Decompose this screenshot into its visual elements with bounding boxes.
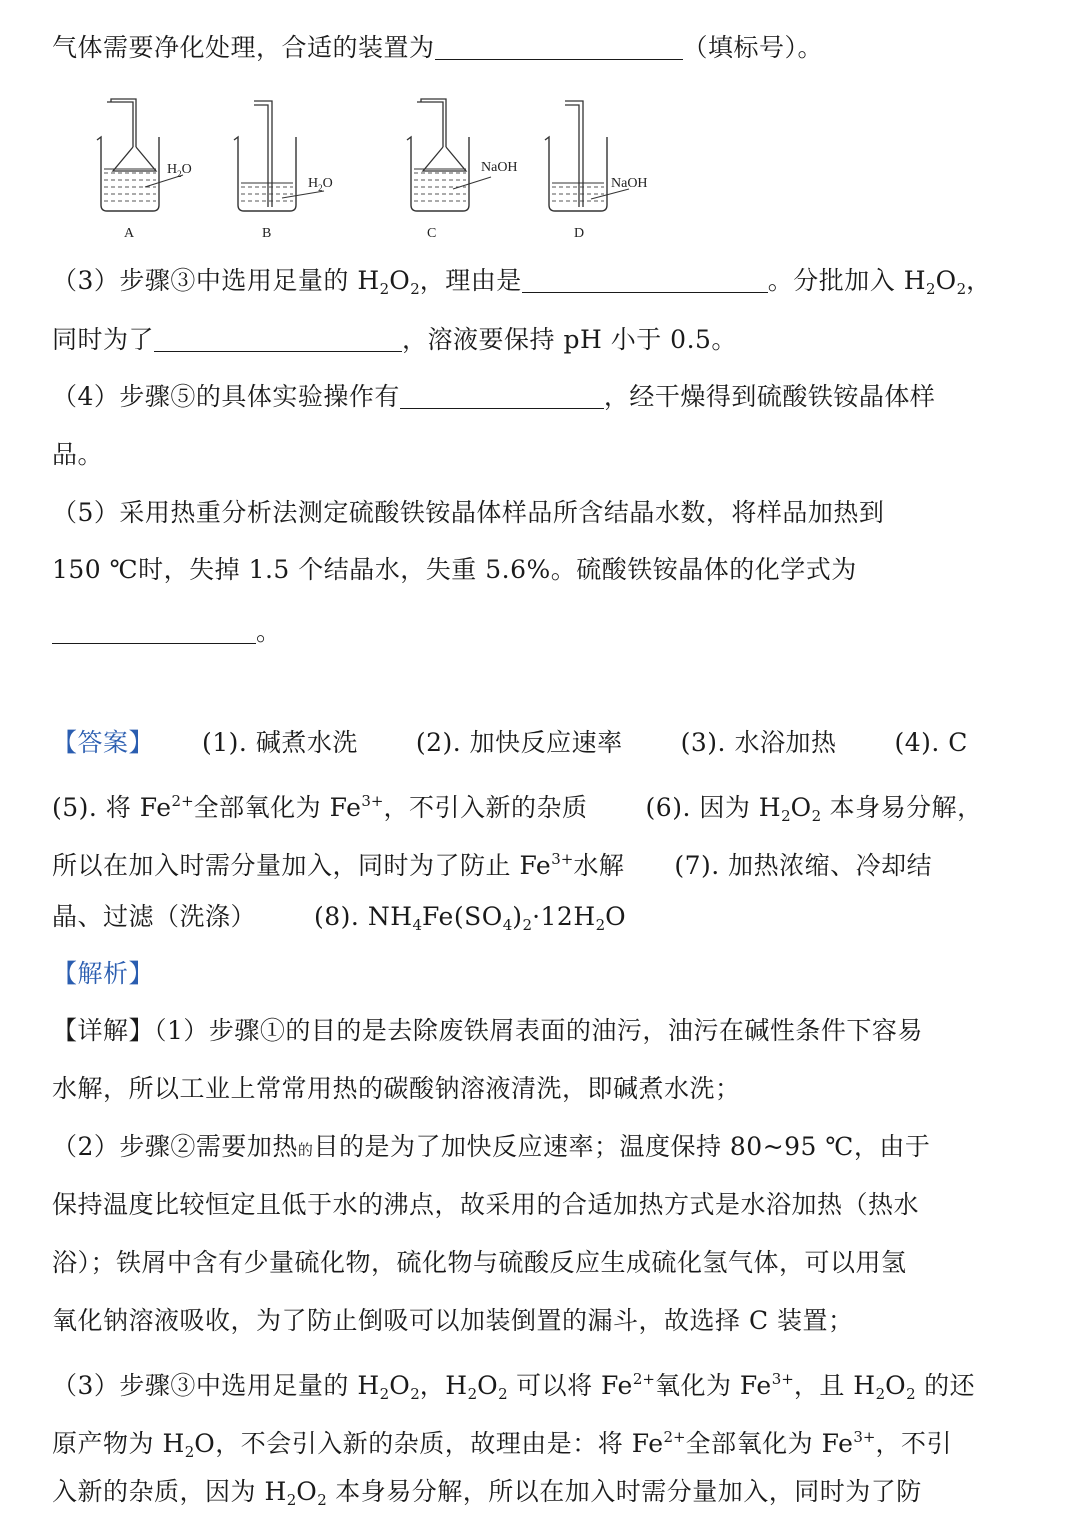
beaker-d	[545, 101, 648, 241]
analysis-tag: 【解析】	[52, 959, 155, 988]
detail-line-2: 水解，所以工业上常常用热的碳酸钠溶液清洗，即碱煮水洗；	[52, 1074, 741, 1103]
detail-line-9: 入新的杂质，因为 $H_2O_2$ 本身易分解，所以在加入时需分量加入，同时为了防	[52, 1477, 922, 1509]
reagent-label: NaOH	[481, 160, 518, 175]
answer-blank[interactable]	[154, 325, 402, 352]
detail-line-6: 氧化钠溶液吸收，为了防止倒吸可以加装倒置的漏斗，故选择 C 装置；	[52, 1306, 854, 1335]
q5-line-3: 。	[52, 616, 282, 648]
answer-blank[interactable]	[400, 382, 604, 409]
apparatus-figure	[80, 95, 680, 245]
beaker-label: C	[427, 226, 437, 241]
detail-line-7: （3）步骤③中选用足量的 $H_2O_2$，$H_2O_2$ 可以将 $Fe^{2+}$氧化为 $Fe^{3+}$，且 $H_2O_2$ 的还	[52, 1370, 976, 1403]
beaker-label: A	[124, 226, 135, 241]
answer-line-4: 晶、过滤（洗涤） (8). $NH_4Fe(SO_4)_2\cdot 12H_2O$	[52, 902, 627, 934]
beaker-a	[97, 99, 192, 241]
q3-line-2: 同时为了 ，溶液要保持 pH 小于 0.5。	[52, 325, 737, 354]
detail-line-3: （2）步骤②需要加热的目的是为了加快反应速率；温度保持 80~95 ℃，由于	[52, 1132, 931, 1161]
answer-blank[interactable]	[522, 266, 768, 293]
beaker-b	[234, 101, 333, 241]
q5-line-2: 150 ℃时，失掉 1.5 个结晶水，失重 5.6%。硫酸铁铵晶体的化学式为	[52, 555, 857, 584]
q4-line-2: 品。	[52, 440, 104, 469]
answer-line-3: 所以在加入时需分量加入，同时为了防止 $Fe^{3+}$水解 (7). 加热浓缩、冷却结	[52, 850, 933, 880]
beaker-label: B	[262, 226, 272, 241]
beaker-c	[407, 99, 518, 241]
detail-line-5: 浴）；铁屑中含有少量硫化物，硫化物与硫酸反应生成硫化氢气体，可以用氢	[52, 1248, 907, 1277]
answer-line-1: 【答案】 (1). 碱煮水洗 (2). 加快反应速率 (3). 水浴加热 (4). C	[52, 728, 968, 757]
beaker-label: D	[574, 226, 585, 241]
q3-line-1: （3）步骤③中选用足量的 $H_2O_2$，理由是 。分批加入 $H_2O_2$，	[52, 266, 992, 298]
reagent-label: $H_2O$	[167, 162, 192, 179]
detail-line-1: 【详解】（1）步骤①的目的是去除废铁屑表面的油污，油污在碱性条件下容易	[52, 1016, 923, 1045]
detail-line-4: 保持温度比较恒定且低于水的沸点，故采用的合适加热方式是水浴加热（热水	[52, 1190, 920, 1219]
answer-tag: 【答案】	[52, 728, 155, 757]
reagent-label: $H_2O$	[308, 176, 333, 193]
q4-line-1: （4）步骤⑤的具体实验操作有 ，经干燥得到硫酸铁铵晶体样	[52, 382, 936, 411]
reagent-label: NaOH	[611, 176, 648, 191]
answer-blank[interactable]	[435, 33, 683, 60]
detail-tag: 【详解】	[52, 1016, 155, 1045]
q5-line-1: （5）采用热重分析法测定硫酸铁铵晶体样品所含结晶水数，将样品加热到	[52, 498, 885, 527]
answer-line-2: (5). 将 $Fe^{2+}$全部氧化为 $Fe^{3+}$，不引入新的杂质 (6). 因为 $H_2O_2$ 本身易分解，	[52, 792, 983, 825]
analysis-heading	[52, 958, 154, 990]
q2-line: 气体需要净化处理，合适的装置为 （填标号）。	[52, 33, 824, 62]
detail-line-8: 原产物为 $H_2O$，不会引入新的杂质，故理由是：将 $Fe^{2+}$全部氧化为 $Fe^{3+}$，不引	[52, 1428, 953, 1461]
answer-blank[interactable]	[52, 617, 256, 644]
